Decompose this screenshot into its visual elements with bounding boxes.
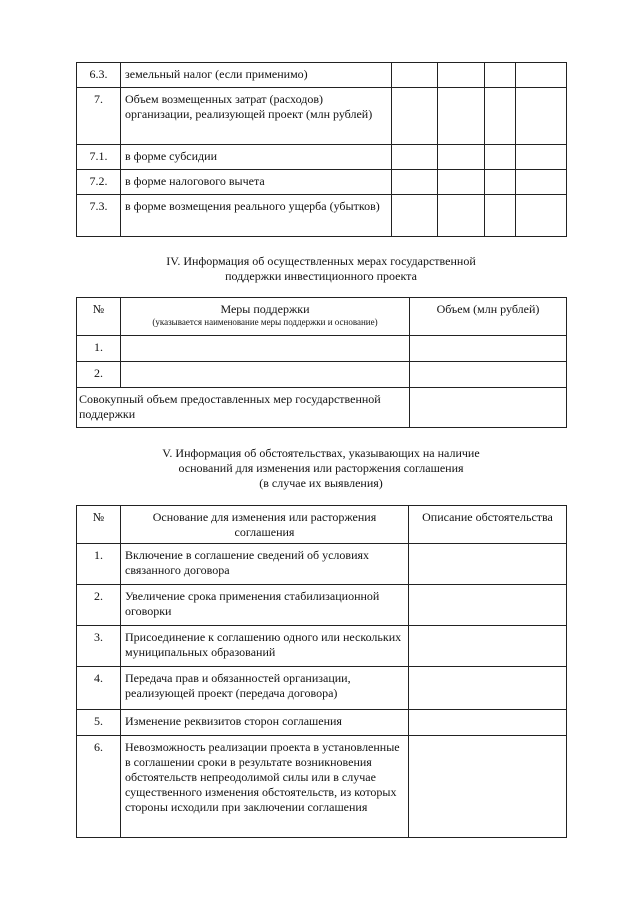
row-number: 4. — [77, 667, 121, 710]
value-cell[interactable] — [485, 88, 516, 145]
table-row — [77, 667, 567, 710]
value-cell[interactable] — [438, 63, 485, 88]
table-row — [77, 544, 567, 585]
value-cell[interactable] — [392, 63, 438, 88]
table-row — [77, 170, 567, 195]
basis-cell: Включение в соглашение сведений об условиях связанного договора — [121, 544, 409, 585]
section4-title — [76, 254, 566, 284]
table-header-row — [77, 298, 567, 336]
total-volume-cell[interactable] — [410, 388, 567, 428]
table-row — [77, 626, 567, 667]
value-cell[interactable] — [392, 88, 438, 145]
header-measures-sub: (указывается наименование меры поддержки и основание) — [152, 317, 378, 327]
table-header-row — [77, 506, 567, 544]
measure-cell[interactable] — [121, 362, 410, 388]
value-cell[interactable] — [485, 170, 516, 195]
row-text: в форме возмещения реального ущерба (убытков) — [121, 195, 392, 237]
row-number: 6.3. — [77, 63, 121, 88]
basis-cell: Присоединение к соглашению одного или нескольких муниципальных образований — [121, 626, 409, 667]
table-row — [77, 145, 567, 170]
value-cell[interactable] — [392, 195, 438, 237]
row-text: в форме налогового вычета — [121, 170, 392, 195]
section5-title — [76, 446, 566, 491]
value-cell[interactable] — [516, 195, 567, 237]
row-number: 2. — [77, 362, 121, 388]
table-total-row — [77, 388, 567, 428]
value-cell[interactable] — [392, 170, 438, 195]
row-number: 6. — [77, 736, 121, 838]
header-volume: Объем (млн рублей) — [410, 298, 567, 336]
value-cell[interactable] — [485, 195, 516, 237]
header-measures-label: Меры поддержки — [220, 302, 310, 316]
row-number: 2. — [77, 585, 121, 626]
total-label: Совокупный объем предоставленных мер государственной поддержки — [77, 388, 410, 428]
description-cell[interactable] — [409, 736, 567, 838]
section5-title-line1: V. Информация об обстоятельствах, указывающих на наличие — [162, 446, 480, 460]
row-number: 5. — [77, 710, 121, 736]
section4-title-line2: поддержки инвестиционного проекта — [225, 269, 417, 283]
table-section4 — [76, 297, 567, 428]
row-number: 1. — [77, 544, 121, 585]
header-number: № — [77, 298, 121, 336]
value-cell[interactable] — [438, 170, 485, 195]
value-cell[interactable] — [516, 63, 567, 88]
row-text: в форме субсидии — [121, 145, 392, 170]
value-cell[interactable] — [392, 145, 438, 170]
value-cell[interactable] — [485, 145, 516, 170]
row-number: 7.3. — [77, 195, 121, 237]
value-cell[interactable] — [516, 145, 567, 170]
value-cell[interactable] — [516, 88, 567, 145]
table-row — [77, 736, 567, 838]
row-text: земельный налог (если применимо) — [121, 63, 392, 88]
table-row — [77, 362, 567, 388]
volume-cell[interactable] — [410, 336, 567, 362]
description-cell[interactable] — [409, 626, 567, 667]
value-cell[interactable] — [485, 63, 516, 88]
row-text: Объем возмещенных затрат (расходов) организации, реализующей проект (млн рублей) — [121, 88, 392, 145]
value-cell[interactable] — [516, 170, 567, 195]
section5-title-line2: оснований для изменения или расторжения соглашения — [178, 461, 464, 475]
description-cell[interactable] — [409, 667, 567, 710]
measure-cell[interactable] — [121, 336, 410, 362]
description-cell[interactable] — [409, 544, 567, 585]
value-cell[interactable] — [438, 145, 485, 170]
header-measures — [121, 298, 410, 336]
table-row — [77, 336, 567, 362]
volume-cell[interactable] — [410, 362, 567, 388]
row-number: 7.1. — [77, 145, 121, 170]
row-number: 1. — [77, 336, 121, 362]
row-number: 7. — [77, 88, 121, 145]
basis-cell: Изменение реквизитов сторон соглашения — [121, 710, 409, 736]
table-row — [77, 710, 567, 736]
row-number: 3. — [77, 626, 121, 667]
description-cell[interactable] — [409, 710, 567, 736]
value-cell[interactable] — [438, 88, 485, 145]
table-section3 — [76, 62, 567, 237]
basis-cell: Невозможность реализации проекта в установленные в соглашении сроки в результате возникновения обстоятельств непреодолимой силы или в случае существенного изменения обстоятельств, из которых стороны исходили при заключении соглашения — [121, 736, 409, 838]
table-section5 — [76, 505, 567, 838]
header-number: № — [77, 506, 121, 544]
value-cell[interactable] — [438, 195, 485, 237]
description-cell[interactable] — [409, 585, 567, 626]
table-row — [77, 195, 567, 237]
table-row — [77, 63, 567, 88]
basis-cell: Увеличение срока применения стабилизационной оговорки — [121, 585, 409, 626]
header-description: Описание обстоятельства — [409, 506, 567, 544]
header-basis: Основание для изменения или расторжения соглашения — [121, 506, 409, 544]
row-number: 7.2. — [77, 170, 121, 195]
section4-title-line1: IV. Информация об осуществленных мерах государственной — [166, 254, 476, 268]
section5-title-line3: (в случае их выявления) — [259, 476, 383, 490]
table-row — [77, 585, 567, 626]
basis-cell: Передача прав и обязанностей организации, реализующей проект (передача договора) — [121, 667, 409, 710]
table-row — [77, 88, 567, 145]
